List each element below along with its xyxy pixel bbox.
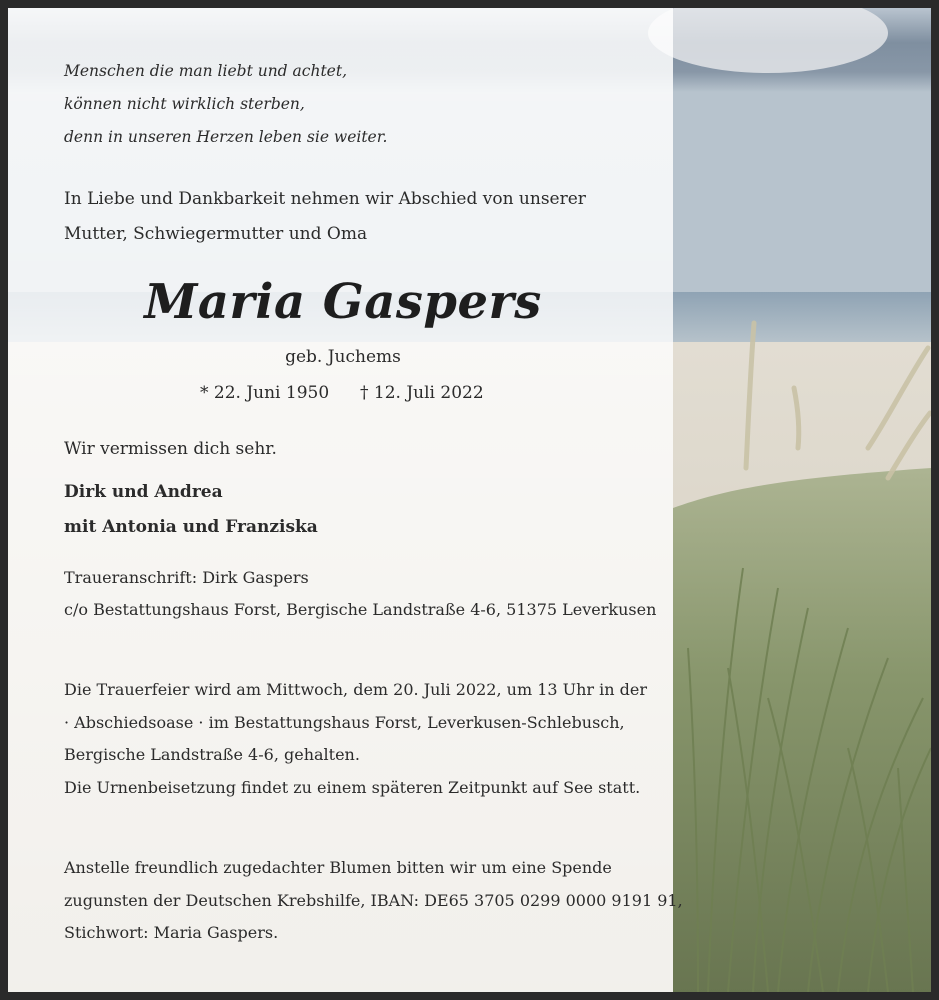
birth-date: * 22. Juni 1950: [200, 383, 330, 403]
deceased-name: Maria Gaspers: [144, 274, 542, 330]
address-line-2: c/o Bestattungshaus Forst, Bergische Landstraße 4-6, 51375 Leverkusen: [64, 600, 657, 619]
intro-line-1: In Liebe und Dankbarkeit nehmen wir Abschied von unserer: [64, 189, 586, 209]
poem-line-1: Menschen die man liebt und achtet,: [64, 62, 347, 80]
donation-line-1: Anstelle freundlich zugedachter Blumen bitten wir um eine Spende: [64, 858, 612, 877]
miss-line: Wir vermissen dich sehr.: [64, 439, 277, 459]
ceremony-line-4: Die Urnenbeisetzung findet zu einem späteren Zeitpunkt auf See statt.: [64, 778, 641, 797]
family-line-1: Dirk und Andrea: [64, 482, 223, 502]
notice-text: [8, 8, 931, 992]
birth-name: geb. Juchems: [285, 347, 401, 367]
poem-line-2: können nicht wirklich sterben,: [64, 95, 305, 113]
obituary-notice: [8, 8, 931, 992]
death-date: † 12. Juli 2022: [360, 383, 484, 403]
ceremony-line-3: Bergische Landstraße 4-6, gehalten.: [64, 745, 360, 764]
family-line-2: mit Antonia und Franziska: [64, 517, 318, 537]
poem-line-3: denn in unseren Herzen leben sie weiter.: [64, 128, 388, 146]
ceremony-line-2: · Abschiedsoase · im Bestattungshaus Forst, Leverkusen-Schlebusch,: [64, 713, 625, 732]
donation-line-2: zugunsten der Deutschen Krebshilfe, IBAN: DE65 3705 0299 0000 9191 91,: [64, 891, 683, 910]
address-line-1: Traueranschrift: Dirk Gaspers: [64, 568, 309, 587]
intro-line-2: Mutter, Schwiegermutter und Oma: [64, 224, 368, 244]
ceremony-line-1: Die Trauerfeier wird am Mittwoch, dem 20. Juli 2022, um 13 Uhr in der: [64, 680, 648, 699]
donation-line-3: Stichwort: Maria Gaspers.: [64, 923, 279, 942]
